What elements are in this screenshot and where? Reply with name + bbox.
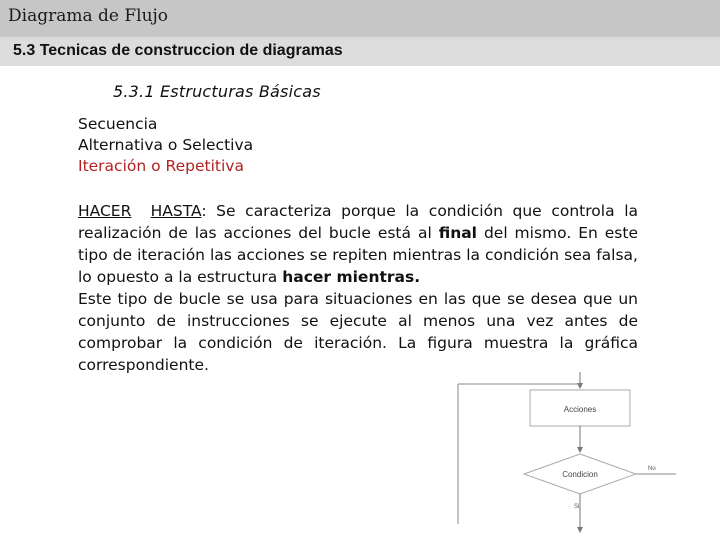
page-title: Diagrama de Flujo: [8, 6, 169, 26]
paragraph-hacer-hasta: [78, 200, 638, 288]
condition-label: Condicion: [562, 470, 598, 479]
structure-item-secuencia: Secuencia: [78, 115, 158, 133]
body-text: [78, 200, 638, 376]
si-label: Si: [574, 504, 580, 510]
bold-hacer-mientras: hacer mientras.: [282, 268, 421, 286]
bold-final: final: [438, 224, 477, 242]
paragraph-text-a: : Se caracteriza porque la condición que controla la realización de las acciones del bucle está al: [78, 202, 638, 242]
term-hacer: HACER: [78, 202, 132, 220]
structure-item-iteracion: Iteración o Repetitiva: [78, 157, 244, 175]
flowchart-diagram: [440, 372, 720, 540]
section-heading: 5.3.1 Estructuras Básicas: [113, 82, 321, 101]
page-subtitle: 5.3 Tecnicas de construccion de diagramas: [13, 42, 343, 59]
paragraph-text-b: del mismo. En este tipo de iteración las acciones se repiten mientras la condición sea falsa, lo opuesto a la estructura: [78, 224, 639, 286]
term-hasta: HASTA: [150, 202, 202, 220]
structure-item-alternativa: Alternativa o Selectiva: [78, 136, 254, 154]
structures-list: [78, 114, 253, 177]
subtitle-bar: [0, 37, 720, 66]
action-label: Acciones: [563, 405, 597, 414]
title-bar: [0, 0, 720, 37]
paragraph-bucle: Este tipo de bucle se usa para situaciones en las que se desea que un conjunto de instrucciones se ejecute al menos una vez antes de comprobar la condición de iteración. La figura muestra la gráfica correspondiente.: [78, 290, 638, 374]
no-label: No: [648, 466, 656, 472]
